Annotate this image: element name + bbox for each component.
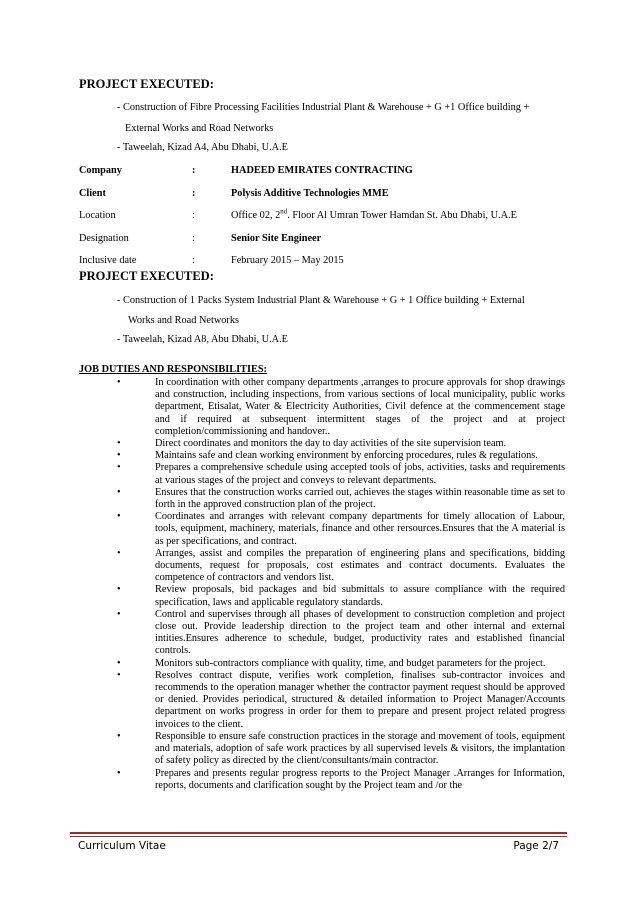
job-duties-heading: JOB DUTIES AND RESPONSIBILITIES: bbox=[79, 364, 267, 375]
duty-item bbox=[79, 609, 565, 658]
duty-text: Monitors sub-contractors compliance with quality, time, and budget parameters for the project. bbox=[155, 657, 546, 669]
duty-text: Resolves contract dispute, verifies work completion, finalises sub-contractor invoices and recommends to the operation manager whether the contractor payment request should be approved or denied. Provides periodical, structured & detailed information to Project Manager/Accounts department on works progress in order for them to prepare and present project related progress invoices to the client. bbox=[155, 669, 565, 730]
client-value: Polysis Additive Technologies MME bbox=[231, 187, 389, 199]
bullet-icon: • bbox=[117, 608, 121, 620]
bullet-icon: • bbox=[117, 657, 121, 669]
duty-text: Prepares and presents regular progress reports to the Project Manager .Arranges for Information, reports, documents and clarification sought by the Project team and /or the bbox=[155, 767, 565, 791]
project-2-location: - Taweelah, Kizad A8, Abu Dhabi, U.A.E bbox=[117, 334, 288, 345]
location-label: Location bbox=[79, 210, 116, 221]
duty-text: Prepares a comprehensive schedule using accepted tools of jobs, activities, tasks and requirements at various stages of the project and conveys to relevant departments. bbox=[155, 462, 565, 486]
bullet-icon: • bbox=[117, 511, 121, 523]
footer-page-number: Page 2/7 bbox=[513, 840, 559, 852]
client-colon: : bbox=[192, 187, 196, 199]
project-1-description-line-1: - Construction of Fibre Processing Facilities Industrial Plant & Warehouse + G +1 Office building + bbox=[117, 102, 530, 113]
duty-item bbox=[79, 584, 565, 608]
client-row bbox=[79, 188, 549, 211]
bullet-icon: • bbox=[117, 547, 121, 559]
duty-item bbox=[79, 511, 565, 548]
duty-text: In coordination with other company departments ,arranges to procure approvals for shop drawings and construction, including inspections, from various sections of local municipality, public works department, Etisalat, Water & Electricity Authorities, Civil defence at the commencement stage and if required at subsequent intermittent stages of the project and at project completion/commissioning and handover.. bbox=[155, 377, 565, 437]
duty-text: Review proposals, bid packages and bid submittals to assure compliance with the required specification, laws and applicable regulatory standards. bbox=[155, 584, 565, 608]
duty-text: Ensures that the construction works carried out, achieves the stages within reasonable time as set to forth in the approved construction plan of the project. bbox=[155, 486, 565, 511]
duty-item bbox=[79, 450, 565, 462]
inclusive-date-label: Inclusive date bbox=[79, 255, 137, 266]
project-1-description-line-2: External Works and Road Networks bbox=[125, 123, 274, 134]
project-1-location: - Taweelah, Kizad A4, Abu Dhabi, U.A.E bbox=[117, 142, 288, 153]
location-value-sup: nd bbox=[280, 207, 288, 216]
designation-label: Designation bbox=[79, 232, 129, 244]
project-executed-heading-2: PROJECT EXECUTED: bbox=[79, 269, 214, 283]
duty-text: Control and supervises through all phases of development to construction completion and project close out. Provide leadership direction to the project team and other internal and external intities.Ensures adherence to schedule, budget, productivity rates and established financial controls. bbox=[155, 608, 565, 657]
duty-text: Maintains safe and clean working environment by enforcing procedures, rules & regulations. bbox=[155, 450, 538, 462]
duty-item bbox=[79, 377, 565, 438]
duty-text: Arranges, assist and compiles the preparation of engineering plans and specifications, bidding documents, request for proposals, cost estimates and contract documents. Evaluates the competence of contractors and vendors list. bbox=[155, 547, 565, 584]
location-colon: : bbox=[192, 210, 195, 221]
location-value-post: . Floor Al Umran Tower Hamdan St. Abu Dhabi, U.A.E bbox=[287, 210, 517, 221]
company-row bbox=[79, 165, 549, 188]
duty-item bbox=[79, 658, 565, 670]
bullet-icon: • bbox=[117, 730, 121, 742]
location-value bbox=[231, 207, 517, 221]
duty-item bbox=[79, 548, 565, 585]
bullet-icon: • bbox=[117, 669, 121, 681]
duty-text: Direct coordinates and monitors the day to day activities of the site supervision team. bbox=[155, 438, 507, 450]
footer-rule-thick bbox=[70, 832, 567, 834]
inclusive-date-value: February 2015 – May 2015 bbox=[231, 255, 344, 266]
company-label: Company bbox=[79, 165, 122, 176]
bullet-icon: • bbox=[117, 486, 121, 498]
duty-item bbox=[79, 487, 565, 511]
duty-item bbox=[79, 670, 565, 731]
duty-text: Responsible to ensure safe construction practices in the storage and movement of tools, equipment and materials, adoption of safe work practices by all supervised levels & visitors, the implantation of safety policy as directed by the client/consultants/main contractor. bbox=[155, 730, 565, 767]
location-value-pre: Office 02, 2 bbox=[231, 210, 281, 221]
bullet-icon: • bbox=[117, 450, 121, 462]
location-row bbox=[79, 207, 549, 233]
bullet-icon: • bbox=[117, 438, 121, 450]
project-2-description-line-2: Works and Road Networks bbox=[128, 315, 239, 326]
designation-value: Senior Site Engineer bbox=[231, 232, 322, 244]
inclusive-date-colon: : bbox=[192, 255, 195, 266]
project-2-description-line-1: - Construction of 1 Packs System Industrial Plant & Warehouse + G + 1 Office building + External bbox=[117, 295, 525, 306]
bullet-icon: • bbox=[117, 377, 121, 388]
bullet-icon: • bbox=[117, 767, 121, 779]
footer-left-text: Curriculum Vitae bbox=[78, 840, 166, 852]
company-colon: : bbox=[192, 165, 196, 176]
duty-item bbox=[79, 768, 565, 792]
duty-text: Coordinates and arranges with relevant company departments for timely allocation of Labour, tools, equipment, machinery, materials, finance and other rersources.Ensures that the A material is as per specifications, and contract. bbox=[155, 511, 565, 547]
designation-row bbox=[79, 233, 549, 256]
footer-rule-thin bbox=[70, 836, 567, 837]
duty-item bbox=[79, 462, 565, 486]
company-value: HADEED EMIRATES CONTRACTING bbox=[231, 165, 413, 176]
bullet-icon: • bbox=[117, 584, 121, 596]
project-executed-heading-1: PROJECT EXECUTED: bbox=[79, 77, 214, 91]
duty-item bbox=[79, 438, 565, 450]
bullet-icon: • bbox=[117, 462, 121, 474]
job-duties-list bbox=[79, 377, 565, 792]
duty-item bbox=[79, 731, 565, 768]
designation-colon: : bbox=[192, 232, 195, 244]
client-label: Client bbox=[79, 187, 106, 199]
employment-info-table bbox=[79, 165, 549, 278]
